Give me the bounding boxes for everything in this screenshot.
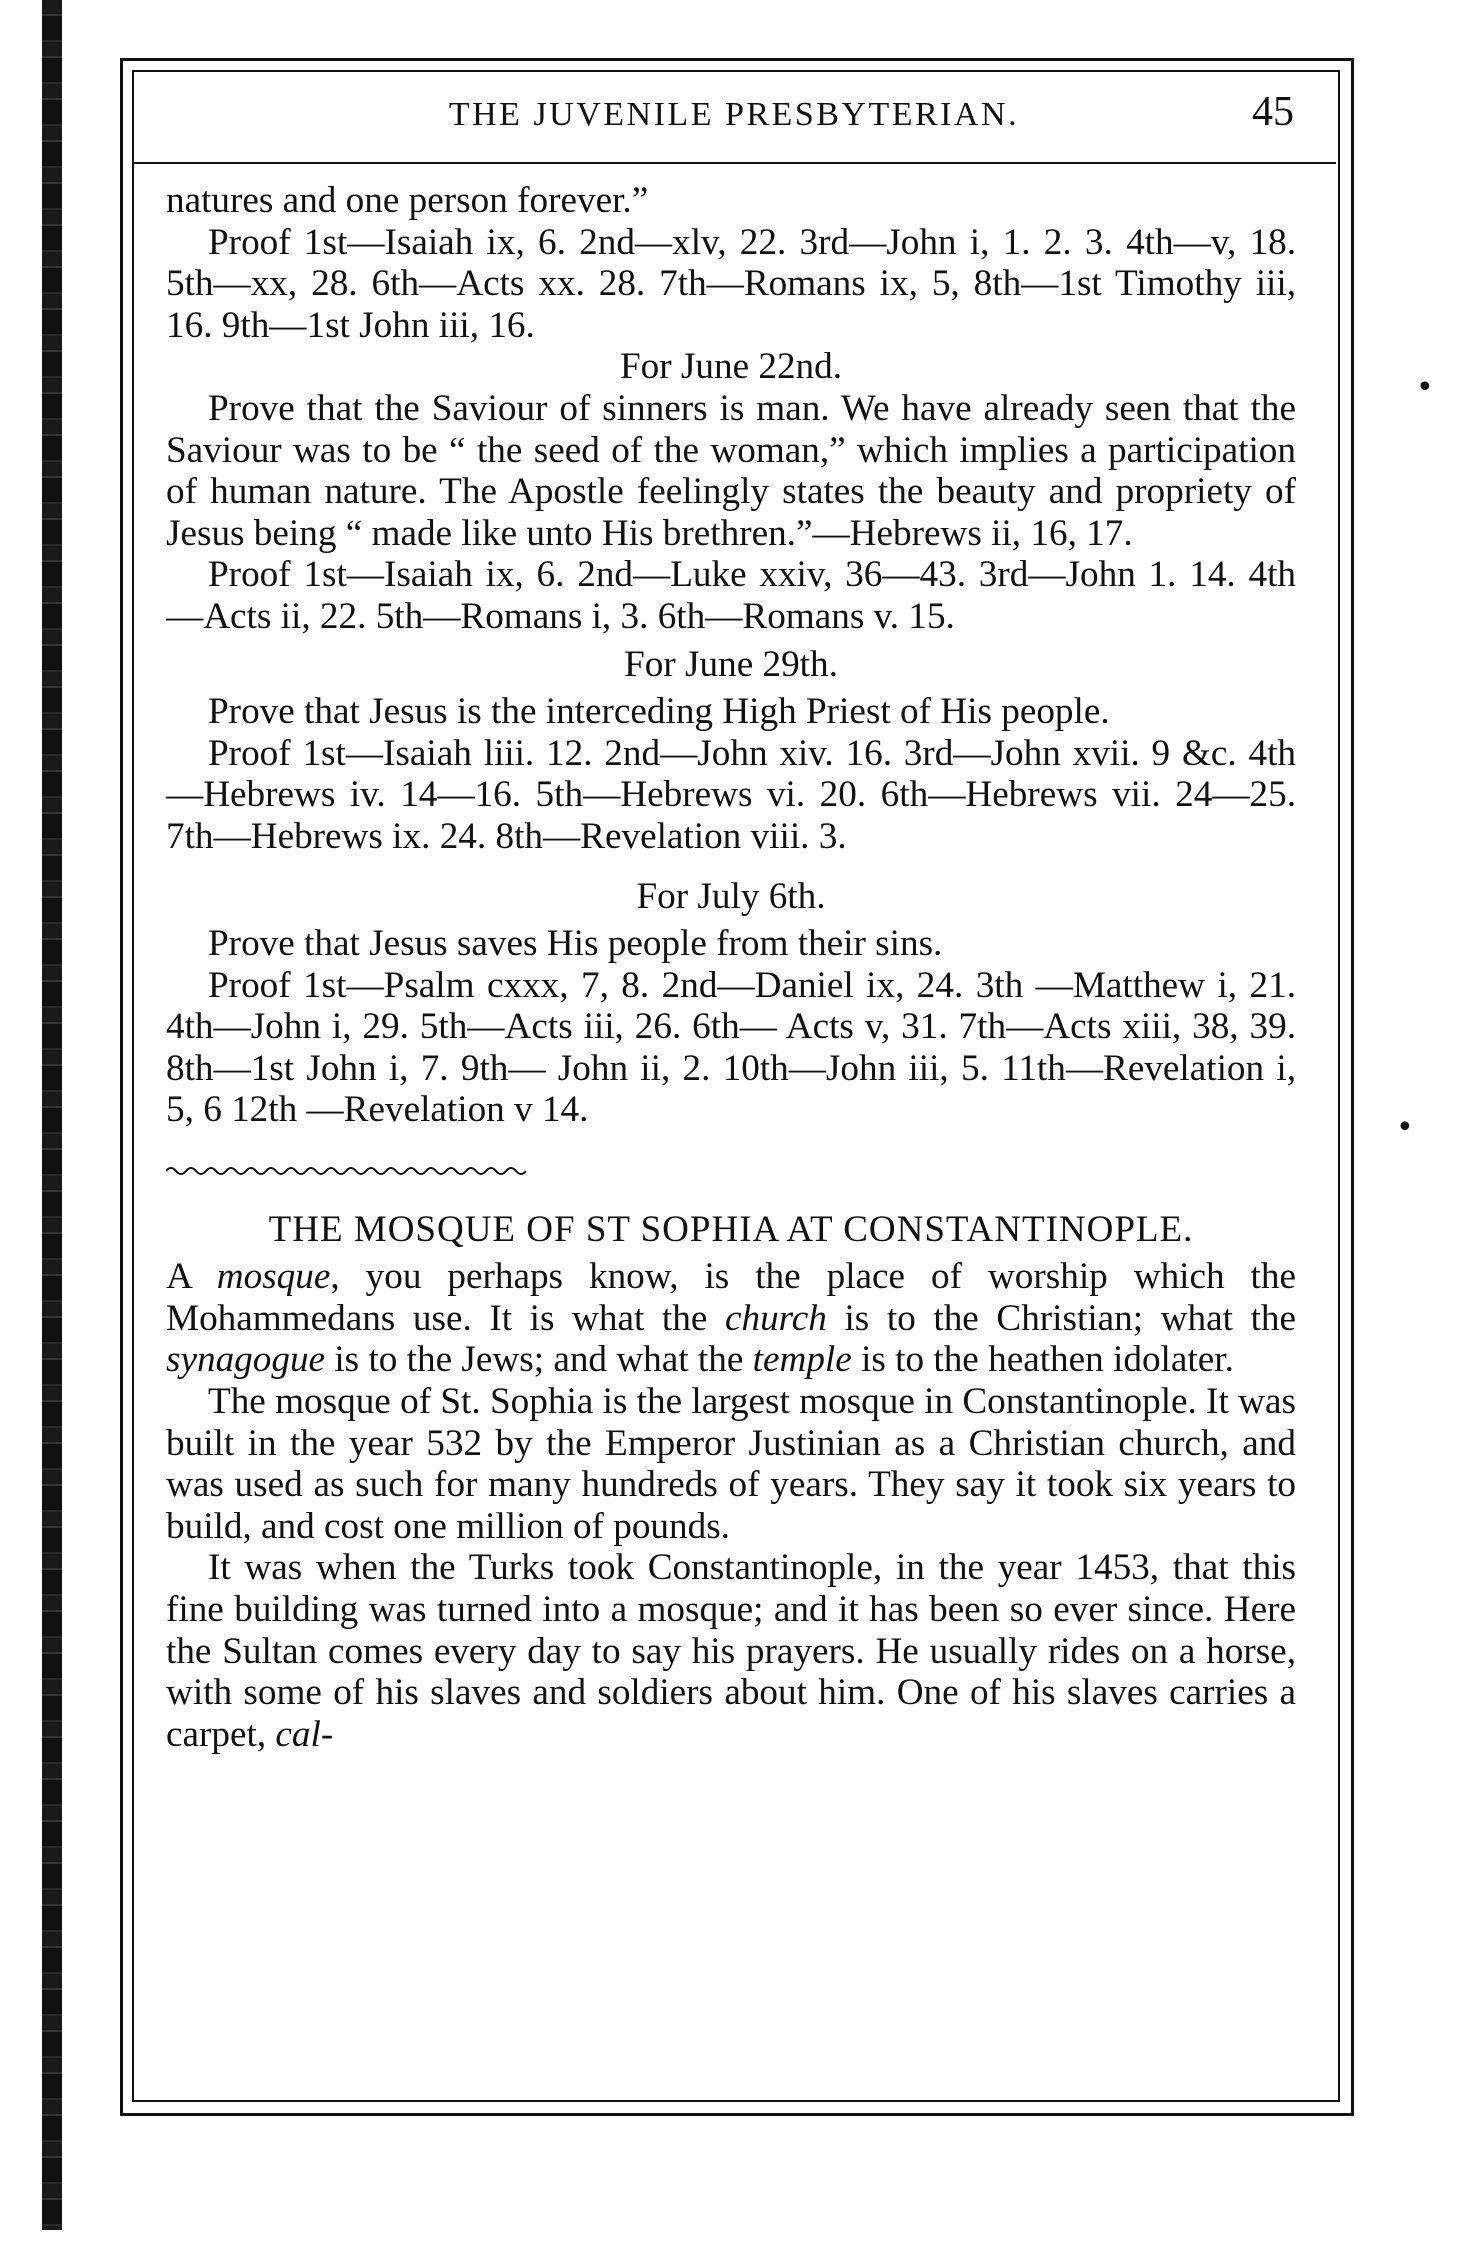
margin-mark: • [1396, 1110, 1414, 1145]
article-paragraph: The mosque of St. Sophia is the largest mosque in Constantinople. It was built in the year 532 by the Emperor Justinian as a Christian church, and was used as such for many hundreds of years. They say it took six years to build, and cost one million of pounds. [166, 1381, 1296, 1547]
article-paragraph: It was when the Turks took Constantinople, in the year 1453, that this fine building was turned into a mosque; and it has been so ever since. Here the Sultan comes every day to say his prayers. He usually rides on a horse, with some of his slaves and soldiers about him. One of his slaves carries a carpet, cal- [166, 1547, 1296, 1755]
running-header [132, 70, 1336, 164]
proof-paragraph: Proof 1st—Psalm cxxx, 7, 8. 2nd—Daniel ix, 24. 3th —Matthew i, 21. 4th—John i, 29. 5th—Acts iii, 26. 6th— Acts v, 31. 7th—Acts xiii, 38, 39. 8th—1st John i, 7. 9th— John ii, 2. 10th—John iii, 5. 11th—Revelation i, 5, 6 12th —Revelation v 14. [166, 964, 1296, 1131]
section-heading: For July 6th. [636, 875, 826, 917]
article-paragraph: A mosque, you perhaps know, is the place of worship which the Mohammedans use. It is what the church is to the Christian; what the synagogue is to the Jews; and what the temple is to the heathen idolater. [166, 1256, 1296, 1381]
book-binding-edge [42, 0, 62, 2230]
body-paragraph: Prove that the Saviour of sinners is man. We have already seen that the Saviour was to be “ the seed of the woman,” which implies a participation of human nature. The Apostle feelingly states the beauty and propriety of Jesus being “ made like unto His brethren.”—Hebrews ii, 16, 17. [166, 387, 1296, 554]
continuation-line: natures and one person forever.” [166, 180, 649, 221]
text-column [166, 180, 1296, 1755]
article-title: THE MOSQUE OF ST SOPHIA AT CONSTANTINOPLE. [268, 1208, 1194, 1250]
section-heading: For June 29th. [624, 643, 838, 685]
page-number: 45 [1252, 89, 1294, 135]
section-heading: For June 22nd. [619, 346, 843, 388]
decorative-rule [166, 1161, 526, 1181]
body-paragraph: Prove that Jesus is the interceding High Priest of His people. [208, 691, 1110, 733]
margin-mark: • [1416, 370, 1434, 405]
running-title: THE JUVENILE PRESBYTERIAN. [448, 96, 1020, 133]
body-paragraph: Prove that Jesus saves His people from their sins. [208, 923, 943, 965]
proof-paragraph: Proof 1st—Isaiah ix, 6. 2nd—Luke xxiv, 36—43. 3rd—John 1. 14. 4th—Acts ii, 22. 5th—Romans i, 3. 6th—Romans v. 15. [166, 554, 1296, 637]
proof-paragraph: Proof 1st—Isaiah liii. 12. 2nd—John xiv. 16. 3rd—John xvii. 9 &c. 4th—Hebrews iv. 14—16. 5th—Hebrews vi. 20. 6th—Hebrews vii. 24—25. 7th—Hebrews ix. 24. 8th—Revelation viii. 3. [166, 732, 1296, 857]
proof-paragraph: Proof 1st—Isaiah ix, 6. 2nd—xlv, 22. 3rd—John i, 1. 2. 3. 4th—v, 18. 5th—xx, 28. 6th—Acts xx. 28. 7th—Romans ix, 5, 8th—1st Timothy iii, 16. 9th—1st John iii, 16. [166, 221, 1296, 346]
